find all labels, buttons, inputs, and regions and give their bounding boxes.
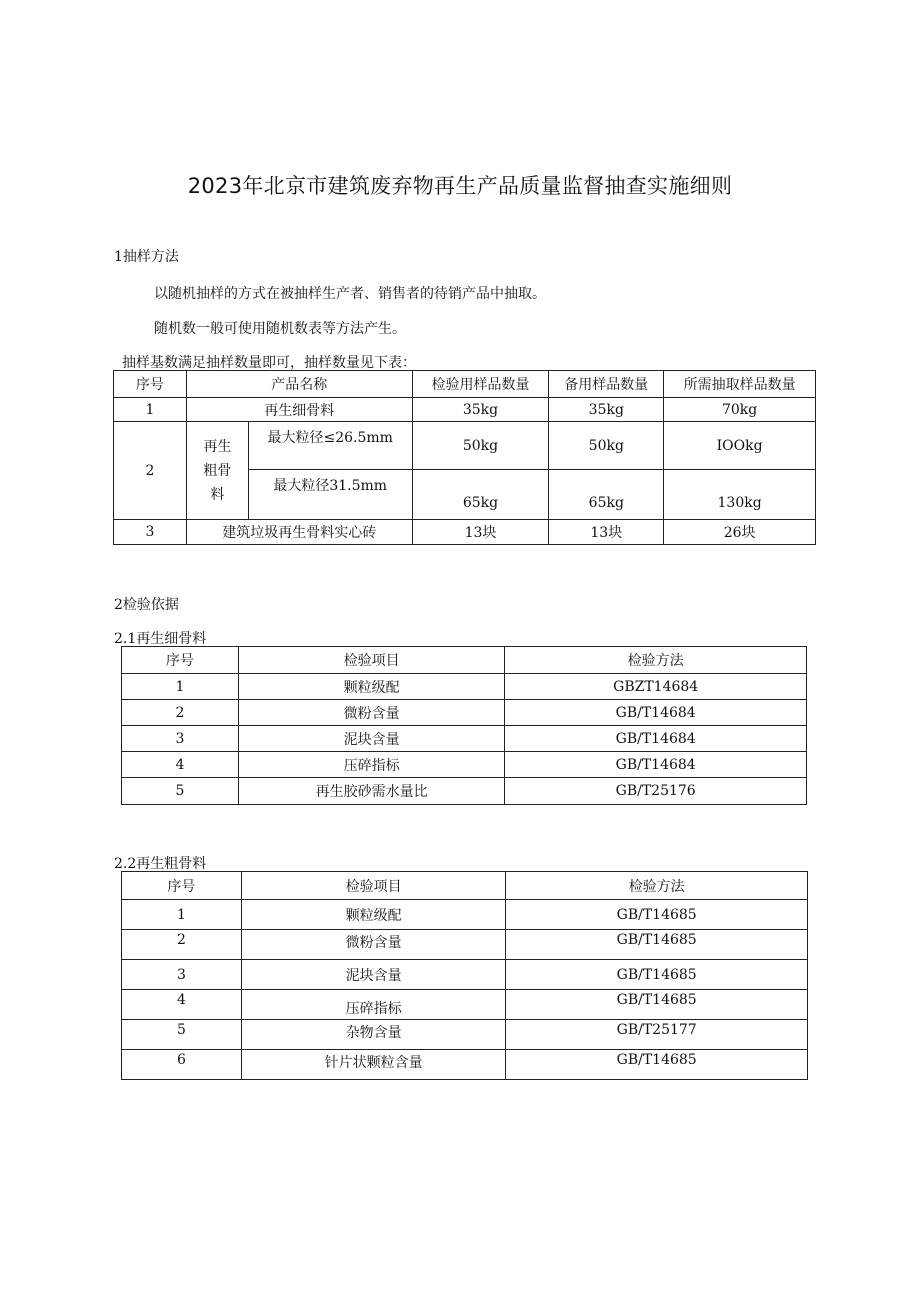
header-cell: 检验项目 xyxy=(238,647,505,674)
table-cell: 最大粒径31.5mm xyxy=(248,470,412,520)
table-cell: GB/T14685 xyxy=(506,960,808,990)
table-cell: GBZT14684 xyxy=(505,674,807,700)
table-row xyxy=(122,700,807,726)
header-cell: 检验方法 xyxy=(505,647,807,674)
table-cell: GB/T25176 xyxy=(505,778,807,805)
table-cell: GB/T14684 xyxy=(505,752,807,778)
group-label: 再生粗骨料 xyxy=(203,438,232,503)
header-cell: 检验用样品数量 xyxy=(412,371,549,398)
section1-para3: 抽样基数满足抽样数量即可，抽样数量见下表： xyxy=(122,355,416,371)
table-cell: GB/T14684 xyxy=(505,700,807,726)
table-cell: 70kg xyxy=(664,398,816,422)
coarse-aggregate-table xyxy=(121,871,808,1080)
table-row xyxy=(114,422,816,470)
table-cell: 50kg xyxy=(549,422,664,470)
table-cell: 2 xyxy=(114,422,187,520)
table-cell: 3 xyxy=(122,960,242,990)
table-cell: 3 xyxy=(122,726,239,752)
table-cell: 35kg xyxy=(412,398,549,422)
header-cell: 检验方法 xyxy=(506,872,808,900)
table-cell: 1 xyxy=(122,674,239,700)
table-cell: 5 xyxy=(122,778,239,805)
table-cell: GB/T14685 xyxy=(506,900,808,930)
section1-para2: 随机数一般可使用随机数表等方法产生。 xyxy=(154,321,406,337)
table-header-row xyxy=(122,647,807,674)
table-cell: 微粉含量 xyxy=(238,700,505,726)
table-row xyxy=(122,900,808,930)
table-cell: 针片状颗粒含量 xyxy=(241,1050,506,1080)
table-cell: 再生细骨料 xyxy=(186,398,412,422)
table-cell: 6 xyxy=(122,1050,242,1080)
table-cell: 建筑垃圾再生骨料实心砖 xyxy=(186,520,412,545)
header-cell: 序号 xyxy=(114,371,187,398)
table-cell xyxy=(186,422,248,520)
table-cell: 2 xyxy=(122,930,242,960)
table-row xyxy=(122,990,808,1020)
section1-heading: 1抽样方法 xyxy=(114,249,179,265)
table-cell: 4 xyxy=(122,990,242,1020)
header-cell: 备用样品数量 xyxy=(549,371,664,398)
table-row xyxy=(114,398,816,422)
table-cell: GB/T14684 xyxy=(505,726,807,752)
table-cell: 杂物含量 xyxy=(241,1020,506,1050)
section2-1-heading: 2.1再生细骨料 xyxy=(114,631,207,647)
table-cell: 泥块含量 xyxy=(241,960,506,990)
table-cell: 微粉含量 xyxy=(241,930,506,960)
table-cell: GB/T14685 xyxy=(506,990,808,1020)
table-row xyxy=(122,930,808,960)
table-row xyxy=(122,1020,808,1050)
table-cell: 65kg xyxy=(549,470,664,520)
table-cell: 13块 xyxy=(412,520,549,545)
table-cell: 泥块含量 xyxy=(238,726,505,752)
table-row xyxy=(122,726,807,752)
table-cell: 1 xyxy=(114,398,187,422)
header-cell: 产品名称 xyxy=(186,371,412,398)
table-cell: 65kg xyxy=(412,470,549,520)
table-cell: 130kg xyxy=(664,470,816,520)
table-cell: GB/T25177 xyxy=(506,1020,808,1050)
table-cell: 再生胶砂需水量比 xyxy=(238,778,505,805)
header-cell: 序号 xyxy=(122,647,239,674)
sampling-table xyxy=(113,370,816,545)
table-cell: GB/T14685 xyxy=(506,930,808,960)
table-cell: 35kg xyxy=(549,398,664,422)
table-cell: 1 xyxy=(122,900,242,930)
section1-para1: 以随机抽样的方式在被抽样生产者、销售者的待销产品中抽取。 xyxy=(154,286,546,302)
table-cell: 颗粒级配 xyxy=(238,674,505,700)
table-cell: 50kg xyxy=(412,422,549,470)
header-cell: 检验项目 xyxy=(241,872,506,900)
table-cell: 最大粒径≤26.5mm xyxy=(248,422,412,470)
table-cell: 5 xyxy=(122,1020,242,1050)
table-cell: GB/T14685 xyxy=(506,1050,808,1080)
section2-heading: 2检验依据 xyxy=(114,597,179,613)
table-cell: 4 xyxy=(122,752,239,778)
table-cell: 3 xyxy=(114,520,187,545)
table-header-row xyxy=(114,371,816,398)
header-cell: 所需抽取样品数量 xyxy=(664,371,816,398)
table-cell: 13块 xyxy=(549,520,664,545)
section2-2-heading: 2.2再生粗骨料 xyxy=(114,856,207,872)
table-row xyxy=(122,1050,808,1080)
table-row xyxy=(114,520,816,545)
table-cell: IOOkg xyxy=(664,422,816,470)
table-header-row xyxy=(122,872,808,900)
table-row xyxy=(122,752,807,778)
table-row xyxy=(122,674,807,700)
table-row xyxy=(122,778,807,805)
table-cell: 颗粒级配 xyxy=(241,900,506,930)
page-title: 2023年北京市建筑废弃物再生产品质量监督抽查实施细则 xyxy=(187,174,733,198)
table-cell: 26块 xyxy=(664,520,816,545)
header-cell: 序号 xyxy=(122,872,242,900)
table-cell: 压碎指标 xyxy=(241,990,506,1020)
table-row xyxy=(122,960,808,990)
fine-aggregate-table xyxy=(121,646,807,805)
table-cell: 压碎指标 xyxy=(238,752,505,778)
table-cell: 2 xyxy=(122,700,239,726)
